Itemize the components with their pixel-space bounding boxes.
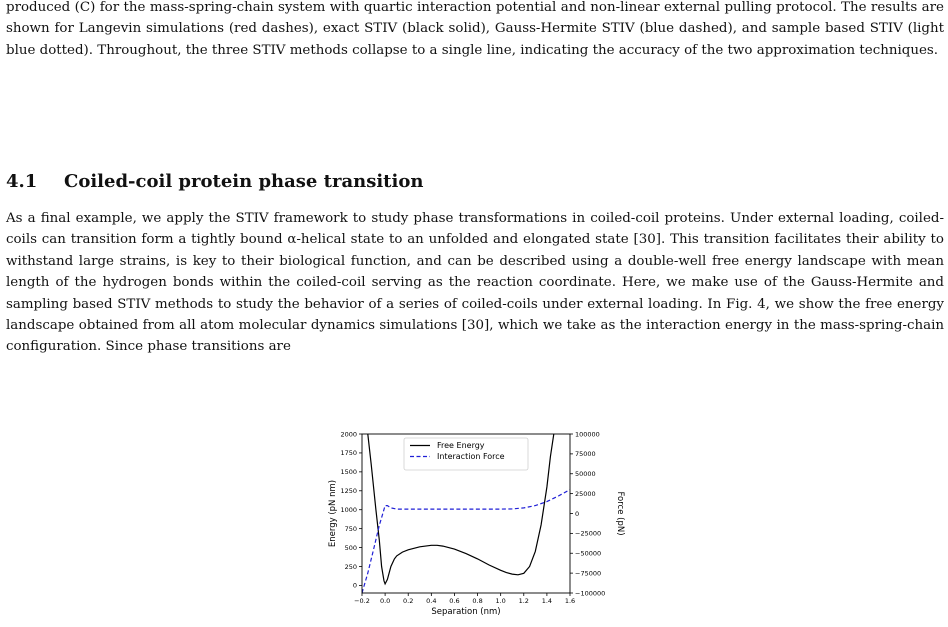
y2-tick-label: 75000 <box>575 450 596 459</box>
y-tick-label: 750 <box>344 524 357 533</box>
y2-tick-label: 100000 <box>575 430 600 439</box>
y2-tick-label: 50000 <box>575 470 596 479</box>
y2-tick-label: −25000 <box>575 529 602 538</box>
x-tick-label: 1.2 <box>518 597 529 605</box>
x-tick-label: 0.4 <box>426 597 437 605</box>
x-tick-label: 0.8 <box>472 597 483 605</box>
y-tick-label: 0 <box>352 581 357 590</box>
y-tick-label: 250 <box>344 562 357 571</box>
legend-label: Free Energy <box>437 441 485 450</box>
y2-tick-label: −100000 <box>575 589 606 598</box>
y-tick-label: 2000 <box>340 430 357 439</box>
x-tick-label: 0.0 <box>379 597 391 605</box>
y-tick-label: 1750 <box>340 449 357 458</box>
x-tick-label: 1.0 <box>495 597 506 605</box>
x-tick-label: 0.2 <box>403 597 414 605</box>
legend-label: Interaction Force <box>437 452 505 461</box>
x-tick-label: 1.4 <box>541 597 553 605</box>
section-number: 4.1 <box>6 171 38 192</box>
y-axis-label: Energy (pN nm) <box>328 479 338 548</box>
body-text: As a final example, we apply the STIV framework to study phase transformations in coiled-coil proteins. Under external loading, coiled-coils can transition form a tightly bound α-helical state to an unfolded and elongated state [30]. This transition facilitates their ability to withstand large strains, is key to their biological function, and can be described using a double-well free energy landscape with mean length of the hydrogen bonds within the coiled-coil serving as the reaction coordinate. Here, we make use of the Gauss-Hermite and sampling based STIV methods to study the behavior of a series of coiled-coils under external loading. In Fig. 4, we show the free energy landscape obtained from all atom molecular dynamics simulations [30], which we take as the interaction energy in the mass-spring-chain configuration. Since phase transitions are <box>6 211 944 355</box>
y2-tick-label: −75000 <box>575 569 602 578</box>
section-title: Coiled-coil protein phase transition <box>64 171 424 192</box>
y2-tick-label: −50000 <box>575 549 602 558</box>
x-axis-label: Separation (nm) <box>431 607 501 617</box>
x-tick-label: −0.2 <box>354 597 370 605</box>
x-tick-label: 0.6 <box>449 597 460 605</box>
y-tick-label: 500 <box>344 543 357 552</box>
x-tick-label: 1.6 <box>564 597 576 605</box>
y-tick-label: 1500 <box>340 468 357 477</box>
y-tick-label: 1000 <box>340 506 357 515</box>
y2-tick-label: 25000 <box>575 489 596 498</box>
caption-text: produced (C) for the mass-spring-chain system with quartic interaction potential and non-linear external pulling protocol. The results are shown for Langevin simulations (red dashes), exact STIV (black solid), Gauss-Hermite STIV (blue dashed), and sample based STIV (light blue dotted). Throughout, the three STIV methods collapse to a single line, indicating the accuracy of the two approximation techniques. <box>6 0 944 58</box>
y2-tick-label: 0 <box>575 509 580 518</box>
y2-axis-label: Force (pN) <box>615 491 625 536</box>
y-tick-label: 1250 <box>340 487 357 496</box>
series-line-interaction-force <box>362 490 570 593</box>
